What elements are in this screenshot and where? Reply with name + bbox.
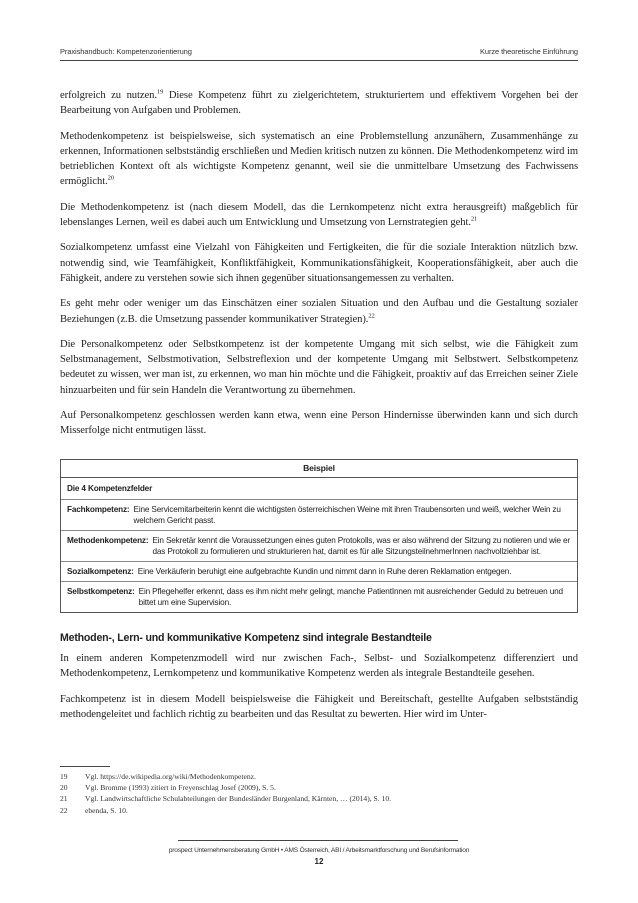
example-row bbox=[61, 531, 577, 562]
example-row bbox=[61, 562, 577, 582]
footnote: 22 ebenda, S. 10. bbox=[60, 805, 128, 815]
footnote: 21 Vgl. Landwirtschaftliche Schulabteilungen der Bundesländer Burgenland, Kärnten, … (2014), S. 10. bbox=[60, 794, 392, 804]
section-heading: Methoden-, Lern- und kommunikative Kompetenz sind integrale Bestandteile bbox=[60, 631, 432, 644]
example-label: Methodenkompetenz: bbox=[67, 535, 149, 545]
footnote-text: Vgl. Landwirtschaftliche Schulabteilungen der Bundesländer Burgenland, Kärnten, … (2014), S. 10. bbox=[85, 794, 392, 804]
footnote-ref[interactable]: 20 bbox=[107, 174, 115, 182]
footnote-rule bbox=[60, 766, 110, 767]
header-rule bbox=[60, 60, 578, 61]
paragraph: Methodenkompetenz ist beispielsweise, sich systematisch an eine Problemstellung anzunähern, Zusammenhänge zu erkennen, Informationen selbstständig erschließen und Medien kritisch nutzen zu können. Die Methodenkompetenz wird im betrieblichen Kontext oft als wichtigste Kompetenz genannt, weil sie die unmittelbare Umsetzung des Fachwissens ermöglicht.$^{20}$ bbox=[60, 130, 578, 188]
paragraph: Sozialkompetenz umfasst eine Vielzahl von Fähigkeiten und Fertigkeiten, die für die soziale Interaktion nützlich bzw. notwendig sind, wie Teamfähigkeit, Konfliktfähigkeit, Kommunikationsfähigkeit, Kooperationsfähigkeit, aber auch die Fähigkeit, andere zu verstehen sowie sich ihnen gegenüber situationsangemessen zu verhalten. bbox=[60, 242, 578, 284]
paragraph: Die Methodenkompetenz ist (nach diesem Modell, das die Lernkompetenz nicht extra herausgreift) maßgeblich für lebenslanges Lernen, weil es dabei auch um Entwicklung und Umsetzung von Lernstrategien geht.$^{21}$ bbox=[60, 201, 578, 229]
example-text: Ein Sekretär kennt die Voraussetzungen eines guten Protokolls, was er also während der Sitzung zu notieren und wie er das Protokoll zu formulieren und strukturieren hat, damit es für alle SitzungsteilnehmerInnen nachvollziehbar ist. bbox=[152, 535, 571, 556]
main-body bbox=[60, 88, 578, 732]
example-row bbox=[61, 500, 577, 531]
page-number: 12 bbox=[314, 857, 324, 866]
footnote-ref[interactable]: 19 bbox=[156, 88, 164, 96]
example-label: Sozialkompetenz: bbox=[67, 566, 134, 576]
header-left: Praxishandbuch: Kompetenzorientierung bbox=[60, 47, 192, 56]
footnote-ref[interactable]: 22 bbox=[368, 312, 375, 320]
paragraph: erfolgreich zu nutzen.$^{19}$ Diese Kompetenz führt zu zielgerichtetem, strukturiertem und effektivem Vorgehen bei der Bearbeitung von Aufgaben und Problemen. bbox=[60, 88, 578, 117]
example-row bbox=[61, 582, 577, 612]
footnote-text: Vgl. Bromme (1993) zitiert in Freyenschlag Josef (2009), S. 5. bbox=[85, 783, 276, 793]
footnote-text[interactable]: Vgl. https://de.wikipedia.org/wiki/Methodenkompetenz. bbox=[85, 772, 256, 781]
example-label: Selbstkompetenz: bbox=[67, 586, 135, 596]
paragraph: Auf Personalkompetenz geschlossen werden kann etwa, wenn eine Person Hindernisse überwinden kann und sich durch Misserfolge nicht entmutigen lässt. bbox=[60, 410, 578, 437]
example-box bbox=[60, 459, 578, 613]
example-subtitle: Die 4 Kompetenzfelder bbox=[61, 478, 577, 500]
footnote: 20 Vgl. Bromme (1993) zitiert in Freyenschlag Josef (2009), S. 5. bbox=[60, 783, 276, 793]
footnote-ref[interactable]: 21 bbox=[470, 215, 478, 223]
example-text: Ein Pflegehelfer erkennt, dass es ihm nicht mehr gelingt, manche PatientInnen mit ausreichender Geduld zu betreuen und bittet um eine Supervision. bbox=[138, 586, 563, 607]
footnote: 19 Vgl. https://de.wikipedia.org/wiki/Methodenkompetenz. bbox=[60, 772, 256, 781]
footnote-text: ebenda, S. 10. bbox=[85, 805, 128, 815]
header-right: Kurze theoretische Einführung bbox=[480, 47, 578, 56]
example-label: Fachkompetenz: bbox=[67, 504, 130, 514]
example-text: Eine Verkäuferin beruhigt eine aufgebrachte Kundin und nimmt dann in Ruhe deren Reklamation entgegen. bbox=[137, 566, 512, 576]
paragraph: Es geht mehr oder weniger um das Einschätzen einer sozialen Situation und den Aufbau und die Gestaltung sozialer Beziehungen (z.B. die Umsetzung passender kommunikativer Strategien).$^{22}$ bbox=[60, 298, 578, 325]
example-title: Beispiel bbox=[61, 460, 577, 478]
paragraph: In einem anderen Kompetenzmodell wird nur zwischen Fach-, Selbst- und Sozialkompetenz differenziert und Methodenkompetenz, Lernkompetenz und kommunikative Kompetenz werden als integrale Bestandteile gesehen. bbox=[60, 652, 578, 680]
paragraph: Die Personalkompetenz oder Selbstkompetenz ist der kompetente Umgang mit sich selbst, wie die Fähigkeit zum Selbstmanagement, Selbstmotivation, Selbstreflexion und der kompetente Umgang mit Selbstwert. Selbstkompetenz bedeutet zu wissen, wer man ist, zu erkennen, wo man hin möchte und die Fähigkeit, proaktiv auf das Erreichen seiner Ziele hinzuarbeiten und für sein Handeln die Verantwortung zu übernehmen. bbox=[60, 338, 578, 396]
example-text: Eine Servicemitarbeiterin kennt die wichtigsten österreichischen Weine mit ihren Traubensorten und weiß, welcher Wein zu welchem Gericht passt. bbox=[133, 504, 561, 525]
footer-text: prospect Unternehmensberatung GmbH • AMS Österreich, ABI / Arbeitsmarktforschung und Berufsinformation bbox=[168, 847, 470, 854]
footnotes bbox=[60, 771, 578, 816]
footer-rule bbox=[178, 840, 458, 841]
paragraph: Fachkompetenz ist in diesem Modell beispielsweise die Fähigkeit und Bereitschaft, gestellte Aufgaben selbstständig methodengeleitet und fachlich richtig zu bearbeiten und das Resultat zu bewerten. Hier wird im Unter- bbox=[60, 693, 578, 720]
